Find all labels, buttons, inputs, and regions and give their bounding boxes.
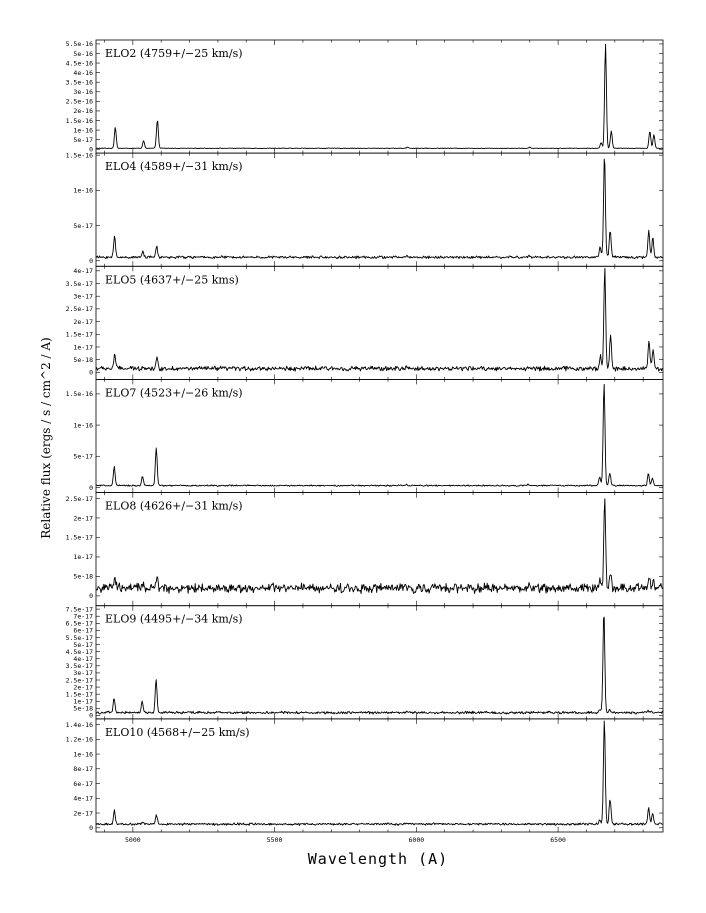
y-tick-label: 4e-17 [73, 794, 93, 803]
y-tick-label: 1e-16 [73, 750, 93, 759]
panel-title: ELO7 (4523+/−26 km/s) [105, 386, 243, 400]
panel-title: ELO5 (4637+/−25 kms) [105, 273, 239, 287]
y-tick-label: 0 [89, 145, 93, 154]
y-tick-label: 7e-17 [73, 612, 93, 621]
y-tick-label: 1.2e-16 [65, 735, 93, 744]
y-tick-label: 4e-17 [73, 267, 93, 276]
y-tick-label: 5e-17 [73, 221, 93, 230]
y-tick-label: 5e-18 [73, 355, 93, 364]
spectrum-panel [66, 493, 663, 606]
y-tick-label: 1e-16 [73, 186, 93, 195]
y-tick-label: 2.5e-16 [65, 97, 93, 106]
y-tick-label: 0 [89, 824, 93, 833]
x-tick-label: 5500 [266, 836, 283, 844]
panel-title: ELO10 (4568+/−25 km/s) [105, 725, 250, 739]
spectrum-line [96, 384, 663, 486]
y-tick-label: 5e-18 [73, 704, 93, 713]
spectrum-panel [66, 719, 663, 832]
y-tick-label: 1.5e-17 [65, 690, 93, 699]
y-tick-label: 2e-17 [73, 809, 93, 818]
y-tick-label: 2.5e-17 [65, 676, 93, 685]
y-tick-label: 5e-16 [73, 49, 93, 58]
x-tick-label: 6000 [408, 836, 425, 844]
y-tick-label: 5.5e-16 [65, 40, 93, 49]
spectra-panels [66, 40, 663, 844]
y-tick-label: 6e-17 [73, 779, 93, 788]
y-tick-label: 1e-17 [73, 697, 93, 706]
y-tick-label: 2e-17 [73, 514, 93, 523]
y-tick-label: 4.5e-17 [65, 647, 93, 656]
spectrum-line [96, 44, 663, 148]
y-tick-label: 1.5e-16 [65, 116, 93, 125]
y-tick-label: 3e-17 [73, 669, 93, 678]
x-tick-label: 6500 [550, 836, 566, 844]
spectrum-panel [66, 379, 663, 492]
y-tick-label: 0 [89, 368, 93, 377]
y-tick-label: 8e-17 [73, 765, 93, 774]
spectrum-line [96, 159, 663, 259]
y-tick-label: 3.5e-16 [65, 78, 93, 87]
spectrum-panel [66, 266, 663, 379]
y-tick-label: 1e-16 [73, 421, 93, 430]
y-tick-label: 3.5e-17 [65, 662, 93, 671]
panel-title: ELO4 (4589+/−31 km/s) [105, 160, 243, 174]
y-tick-label: 1e-17 [73, 343, 93, 352]
panel-title: ELO9 (4495+/−34 km/s) [105, 612, 243, 626]
spectrum-line [96, 499, 663, 594]
y-tick-label: 2.5e-17 [65, 305, 93, 314]
y-tick-label: 5e-17 [73, 452, 93, 461]
y-tick-label: 1e-16 [73, 126, 93, 135]
y-tick-label: 4.5e-16 [65, 59, 93, 68]
y-tick-label: 0 [89, 257, 93, 266]
y-tick-label: 3e-16 [73, 88, 93, 97]
y-axis-label: Relative flux (ergs / s / cm^2 / A) [39, 337, 53, 539]
y-tick-label: 1.5e-16 [65, 390, 93, 399]
y-tick-label: 4e-16 [73, 68, 93, 77]
spectrum-panel [66, 151, 663, 266]
y-tick-label: 2.5e-17 [65, 494, 93, 503]
panel-title: ELO2 (4759+/−25 km/s) [105, 47, 243, 60]
spectrum-line [96, 617, 663, 714]
y-tick-label: 1e-17 [73, 553, 93, 562]
x-axis-label: Wavelength (A) [307, 850, 449, 868]
y-tick-label: 6.5e-17 [65, 619, 93, 628]
y-tick-label: 5e-17 [73, 135, 93, 144]
y-tick-label: 2e-16 [73, 107, 93, 116]
panel-title: ELO8 (4626+/−31 km/s) [105, 499, 243, 513]
y-tick-label: 2e-17 [73, 317, 93, 326]
y-tick-label: 0 [89, 711, 93, 720]
y-tick-label: 0 [89, 483, 93, 492]
x-tick-label: 5000 [125, 836, 141, 844]
y-tick-label: 5e-18 [73, 572, 93, 581]
y-tick-label: 3.5e-17 [65, 279, 93, 288]
spectrum-panel [66, 40, 663, 154]
y-tick-label: 1.5e-17 [65, 533, 93, 542]
y-tick-label: 3e-17 [73, 292, 93, 301]
y-tick-label: 5e-17 [73, 640, 93, 649]
y-tick-label: 1.5e-17 [65, 330, 93, 339]
y-tick-label: 4e-17 [73, 655, 93, 664]
y-tick-label: 0 [89, 592, 93, 601]
spectrum-panel [66, 605, 663, 719]
y-tick-label: 2e-17 [73, 683, 93, 692]
y-tick-label: 1.4e-16 [65, 720, 93, 729]
y-tick-label: 5.5e-17 [65, 633, 93, 642]
y-tick-label: 7.5e-17 [65, 605, 93, 614]
y-tick-label: 1.5e-16 [65, 151, 93, 160]
y-tick-label: 6e-17 [73, 626, 93, 635]
